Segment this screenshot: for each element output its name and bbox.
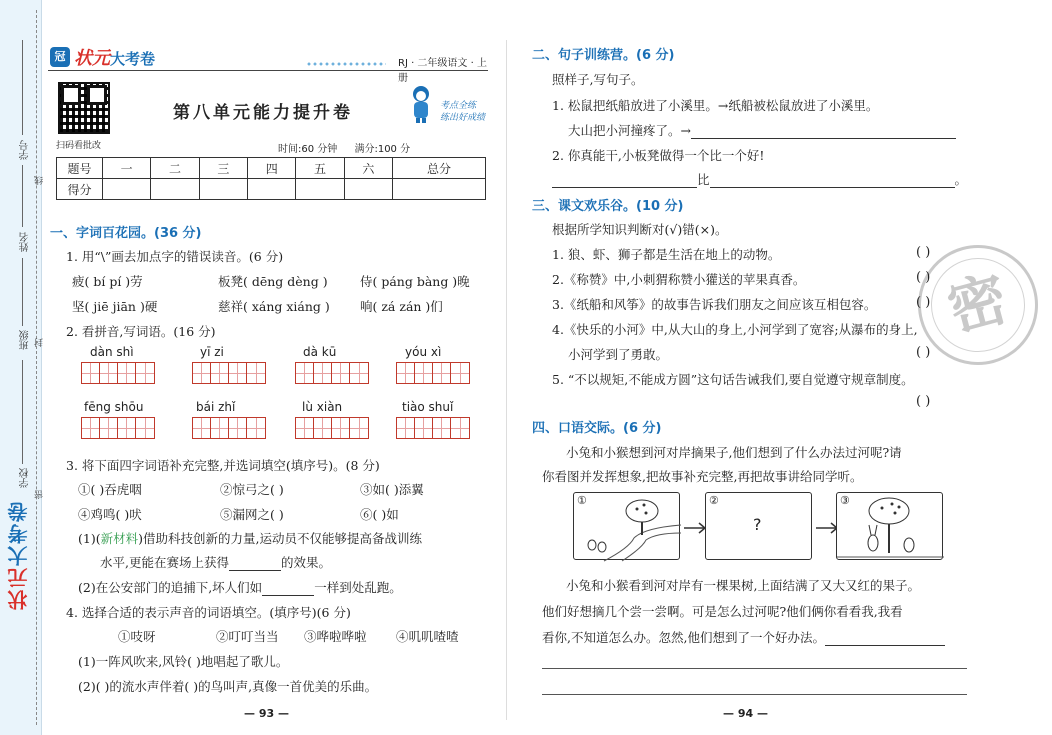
writing-grid[interactable] bbox=[81, 362, 155, 384]
q2-pinyin: tiào shuǐ bbox=[402, 400, 454, 414]
fill-blank[interactable] bbox=[229, 570, 281, 571]
q1-item[interactable]: 侍( páng bàng )晚 bbox=[360, 274, 470, 289]
new-material-tag: 新材料 bbox=[100, 531, 139, 546]
s4-intro-2: 你看图并发挥想象,把故事补充完整,再把故事讲给同学听。 bbox=[542, 469, 863, 484]
writing-grid[interactable] bbox=[192, 362, 266, 384]
section-2-heading: 二、句子训练营。(6 分) bbox=[532, 48, 675, 63]
qr-code-icon[interactable] bbox=[58, 82, 110, 134]
s2-q1-example: 1. 松鼠把纸船放进了小溪里。→纸船被松鼠放进了小溪里。 bbox=[552, 98, 879, 113]
writing-grid[interactable] bbox=[81, 417, 155, 439]
q3-sentence-1: (1)(新材料)借助科技创新的力量,运动员不仅能够提高备战训练 bbox=[78, 531, 422, 546]
s3-intro: 根据所学知识判断对(√)错(×)。 bbox=[552, 222, 728, 237]
answer-line[interactable] bbox=[542, 668, 967, 669]
left-page bbox=[48, 0, 493, 735]
score-table bbox=[56, 157, 486, 200]
answer-line[interactable] bbox=[552, 187, 697, 188]
s2-q1-task: 大山把小河撞疼了。→ bbox=[568, 121, 956, 139]
q3-stem: 3. 将下面四字词语补充完整,并选词填空(填序号)。(8 分) bbox=[66, 458, 380, 473]
confidential-stamp-icon: 密 bbox=[905, 232, 1052, 379]
q3-idiom[interactable]: ⑤漏网之( ) bbox=[220, 507, 284, 522]
judge-item: 2.《称赞》中,小刺猬称赞小獾送的苹果真香。 bbox=[552, 272, 806, 287]
page-title: 第八单元能力提升卷 bbox=[173, 103, 353, 123]
section-3-heading: 三、课文欢乐谷。(10 分) bbox=[532, 199, 684, 214]
q2-pinyin: dà kū bbox=[303, 345, 337, 359]
q1-item[interactable]: 疲( bí pí )劳 bbox=[72, 274, 143, 289]
cut-mark: 封 bbox=[35, 338, 45, 347]
score-table-header: 题号 一 二 三 四 五 六 总分 bbox=[57, 158, 486, 179]
q1-item[interactable]: 板凳( dēng dèng ) bbox=[218, 274, 328, 289]
fill-blank[interactable] bbox=[262, 595, 314, 596]
q1-stem: 1. 用“\”画去加点字的错误读音。(6 分) bbox=[66, 249, 284, 264]
judge-item-cont: 小河学到了勇敢。 bbox=[568, 347, 669, 362]
judge-item: 1. 狼、虾、狮子都是生活在地上的动物。 bbox=[552, 247, 781, 262]
story-line-2: 他们好想摘几个尝一尝啊。可是怎么过河呢?他们俩你看看我,我看 bbox=[542, 604, 903, 619]
q2-pinyin: lù xiàn bbox=[302, 400, 343, 414]
q3-sentence-1-cont: 水平,更能在赛场上获得 的效果。 bbox=[100, 555, 331, 570]
answer-paren[interactable]: ( ) bbox=[916, 394, 931, 409]
s2-q2-answer: 比 。 bbox=[552, 170, 967, 188]
q2-pinyin: fēng shōu bbox=[84, 400, 144, 414]
writing-grid[interactable] bbox=[396, 417, 470, 439]
q3-idiom[interactable]: ⑥( )如 bbox=[360, 507, 399, 522]
answer-paren[interactable]: ( ) bbox=[916, 345, 931, 360]
q1-item[interactable]: 坚( jiē jiān )硬 bbox=[72, 299, 158, 314]
judge-item: 4.《快乐的小河》中,从大山的身上,小河学到了宽容;从瀑布的身上, bbox=[552, 322, 918, 337]
writing-grid[interactable] bbox=[396, 362, 470, 384]
time-score-bar bbox=[278, 140, 424, 155]
margin-label-student-id: 学号 bbox=[20, 140, 31, 160]
q3-idiom[interactable]: ④鸡鸣( )吠 bbox=[78, 507, 142, 522]
s2-intro: 照样子,写句子。 bbox=[552, 72, 644, 87]
header-rule bbox=[48, 70, 488, 71]
story-picture-1: ① bbox=[573, 492, 680, 560]
q3-idiom[interactable]: ②惊弓之( ) bbox=[220, 482, 284, 497]
time-limit: 时间:60 分钟 bbox=[278, 144, 338, 155]
q4-option: ③哗啦哗啦 bbox=[304, 629, 367, 644]
cut-mark: 线 bbox=[35, 176, 45, 185]
grade-label: RJ · 二年级语文 · 上册 bbox=[398, 58, 487, 84]
page-number: — 94 — bbox=[723, 707, 768, 720]
margin-label-name: 姓名 bbox=[20, 232, 31, 252]
section-4-heading: 四、口语交际。(6 分) bbox=[532, 421, 662, 436]
q2-pinyin: bái zhǐ bbox=[196, 400, 236, 414]
score-table-row: 得分 bbox=[57, 179, 486, 200]
q3-idiom[interactable]: ③如( )添翼 bbox=[360, 482, 424, 497]
writing-grid[interactable] bbox=[295, 362, 369, 384]
answer-paren[interactable]: ( ) bbox=[916, 295, 931, 310]
writing-grid[interactable] bbox=[295, 417, 369, 439]
judge-item: 5. “不以规矩,不能成方圆”这句话告诫我们,要自觉遵守规章制度。 bbox=[552, 372, 914, 387]
brand-badge-icon: 冠 bbox=[50, 47, 70, 67]
s4-intro-1: 小兔和小猴想到河对岸摘果子,他们想到了什么办法过河呢?请 bbox=[566, 445, 902, 460]
binding-margin bbox=[0, 0, 45, 735]
answer-paren[interactable]: ( ) bbox=[916, 245, 931, 260]
answer-line[interactable] bbox=[691, 138, 956, 139]
answer-paren[interactable]: ( ) bbox=[916, 270, 931, 285]
brand-logo: 冠 状元大考卷 bbox=[50, 44, 155, 70]
brand-logo-vertical: 状元大考卷 bbox=[7, 500, 31, 610]
right-page bbox=[518, 0, 1015, 735]
page-number: — 93 — bbox=[244, 707, 289, 720]
cut-mark: 密 bbox=[35, 490, 45, 499]
story-line-3: 看你,不知道怎么办。忽然,他们想到了一个好办法。 bbox=[542, 628, 945, 646]
q4-option: ②叮叮当当 bbox=[216, 629, 279, 644]
qr-caption: 扫码看批改 bbox=[56, 141, 102, 151]
q3-sentence-2: (2)在公安部门的追捕下,坏人们如 一样到处乱跑。 bbox=[78, 580, 402, 595]
q4-sentence-1[interactable]: (1)一阵风吹来,风铃( )地唱起了歌儿。 bbox=[78, 654, 289, 669]
q4-option: ④叽叽喳喳 bbox=[396, 629, 459, 644]
q2-stem: 2. 看拼音,写词语。(16 分) bbox=[66, 324, 216, 339]
story-picture-3: ③ bbox=[836, 492, 943, 560]
answer-line[interactable] bbox=[710, 187, 955, 188]
mascot-icon bbox=[408, 84, 434, 124]
section-1-heading: 一、字词百花园。(36 分) bbox=[50, 226, 202, 241]
margin-line bbox=[22, 165, 23, 227]
margin-line bbox=[22, 258, 23, 326]
q2-pinyin: dàn shì bbox=[90, 345, 134, 359]
margin-line bbox=[22, 40, 23, 135]
s2-q2-stem: 2. 你真能干,小板凳做得一个比一个好! bbox=[552, 148, 765, 163]
q2-pinyin: yī zi bbox=[200, 345, 224, 359]
page-divider bbox=[506, 40, 507, 720]
q4-stem: 4. 选择合适的表示声音的词语填空。(填序号)(6 分) bbox=[66, 605, 351, 620]
q4-sentence-2[interactable]: (2)( )的流水声伴着( )的鸟叫声,真像一首优美的乐曲。 bbox=[78, 679, 378, 694]
margin-label-school: 学校 bbox=[20, 468, 31, 488]
q1-item[interactable]: 慈祥( xáng xiáng ) bbox=[218, 299, 330, 314]
q2-pinyin: yóu xì bbox=[405, 345, 442, 359]
q3-idiom[interactable]: ①( )吞虎咽 bbox=[78, 482, 142, 497]
story-line-1: 小兔和小猴看到河对岸有一棵果树,上面结满了又大又红的果子。 bbox=[566, 578, 920, 593]
margin-label-class: 班级 bbox=[20, 330, 31, 350]
full-score: 满分:100 分 bbox=[354, 144, 411, 155]
answer-line[interactable] bbox=[542, 694, 967, 695]
decorative-dots bbox=[306, 62, 386, 66]
q1-item[interactable]: 响( zá zán )们 bbox=[360, 299, 443, 314]
story-picture-2: ② ? bbox=[705, 492, 812, 560]
cut-line bbox=[36, 10, 37, 725]
writing-grid[interactable] bbox=[192, 417, 266, 439]
answer-line[interactable] bbox=[825, 645, 945, 646]
question-mark: ? bbox=[753, 515, 762, 534]
judge-item: 3.《纸船和风筝》的故事告诉我们朋友之间应该互相包容。 bbox=[552, 297, 877, 312]
slogan: 考点全练 练出好成绩 bbox=[440, 101, 486, 123]
q4-option: ①吱呀 bbox=[118, 629, 156, 644]
